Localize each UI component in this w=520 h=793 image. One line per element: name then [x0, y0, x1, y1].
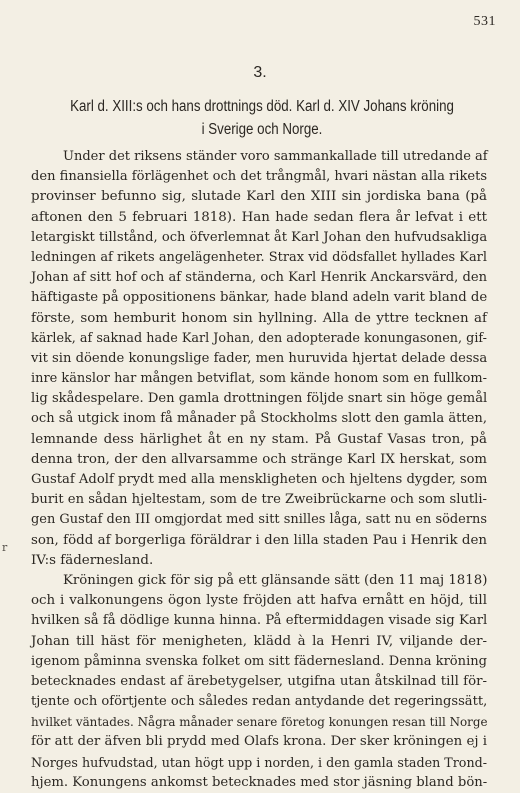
- text-line: IV:s fädernesland.: [31, 552, 154, 568]
- text-line: den finansiella förlägenhet och det trångmål, hvari nästan alla rikets: [31, 169, 488, 185]
- chapter-number: 3.: [253, 64, 267, 81]
- text-line: lig skådespelare. Den gamla drottningen följde snart sin höge gemål: [31, 391, 488, 407]
- margin-mark: r: [2, 541, 8, 554]
- text-line: för att der äfven bli prydd med Olafs krona. Der sker kröningen ej i: [31, 734, 487, 750]
- text-line: burit en sådan hjeltestam, som de tre Zweibrückarne och som slutli-: [31, 492, 487, 508]
- body-text: [31, 147, 487, 793]
- page-number: 531: [473, 14, 496, 29]
- text-line: Gustaf Adolf prydt med alla menskligheten och hjeltens dygder, som: [31, 472, 488, 487]
- text-line: lemnande dess härlighet åt en ny stam. På Gustaf Vasas tron, på: [31, 431, 487, 447]
- text-line: vit sin döende konungslige fader, men huruvida hjertat delade dessa: [31, 350, 488, 366]
- text-line: Under det riksens ständer voro sammankallade till utredande af: [63, 149, 488, 164]
- chapter-title-line-2: i Sverige och Norge.: [201, 121, 323, 138]
- text-line: hjem. Konungens ankomst betecknades med stor jäsning bland bön-: [31, 774, 488, 790]
- text-line: Kröningen gick för sig på ett glänsande sätt (den 11 maj 1818): [63, 572, 488, 588]
- text-line: förste, som hemburit honom sin hyllning. Alla de yttre tecknen af: [31, 310, 487, 326]
- text-line: igenom påminna svenska folket om sitt fädernesland. Denna kröning: [31, 653, 487, 669]
- text-line: gen Gustaf den III omgjordat med sitt snilles låga, satt nu en söderns: [31, 512, 487, 528]
- chapter-title: [59, 95, 465, 141]
- text-line: Norges hufvudstad, utan högt upp i norden, i den gamla staden Trond-: [31, 754, 487, 770]
- text-line: tjente och oförtjente och således redan antydande det regeringssätt,: [31, 694, 488, 710]
- text-line: son, född af borgerliga föräldrar i den lilla staden Pau i Henrik den: [31, 532, 487, 548]
- text-line: provinser befunno sig, slutade Karl den XIII sin jordiska bana (på: [31, 189, 487, 205]
- text-line: Johan af sitt hof och af ständerna, och Karl Henrik Anckarsvärd, den: [31, 270, 487, 286]
- text-line: denna tron, der den allvarsamme och stränge Karl IX herskat, som: [31, 451, 487, 467]
- paragraph: [31, 147, 487, 571]
- text-line: kärlek, af saknad hade Karl Johan, den adopterade konungasonen, gif-: [31, 330, 487, 346]
- text-line: letargiskt tillstånd, och öfverlemnat åt Karl Johan den hufvudsakliga: [31, 229, 488, 245]
- text-line: inre känslor har mången betviflat, som kände honom som en fullkom-: [31, 371, 487, 387]
- text-line: hvilken så få dödlige kunna hinna. På eftermiddagen visade sig Karl: [31, 613, 488, 629]
- chapter-title-line-1: Karl d. XIII:s och hans drottnings död. Karl d. XIV Johans kröning: [70, 98, 454, 115]
- text-line: betecknades endast af ärebetygelser, utgifna utan åtskilnad till för-: [31, 673, 487, 689]
- paragraph: [31, 571, 487, 793]
- text-line: och så utgick inom få månader på Stockholms slott den gamla ätten,: [31, 411, 487, 427]
- text-line: ledningen af rikets angelägenheter. Strax vid dödsfallet hyllades Karl: [31, 249, 487, 265]
- text-line: hvilket väntades. Några månader senare företog konungen resan till Norge: [31, 715, 488, 730]
- text-line: häftigaste på oppositionens bänkar, hade bland adeln varit bland de: [31, 290, 488, 306]
- text-line: Johan till häst för menigheten, klädd à la Henri IV, viljande der-: [31, 633, 487, 649]
- text-line: och i valkonungens ögon lyste fröjden att hafva ernått en höjd, till: [31, 593, 487, 609]
- text-line: aftonen den 5 februari 1818). Han hade sedan flera år lefvat i ett: [31, 209, 487, 225]
